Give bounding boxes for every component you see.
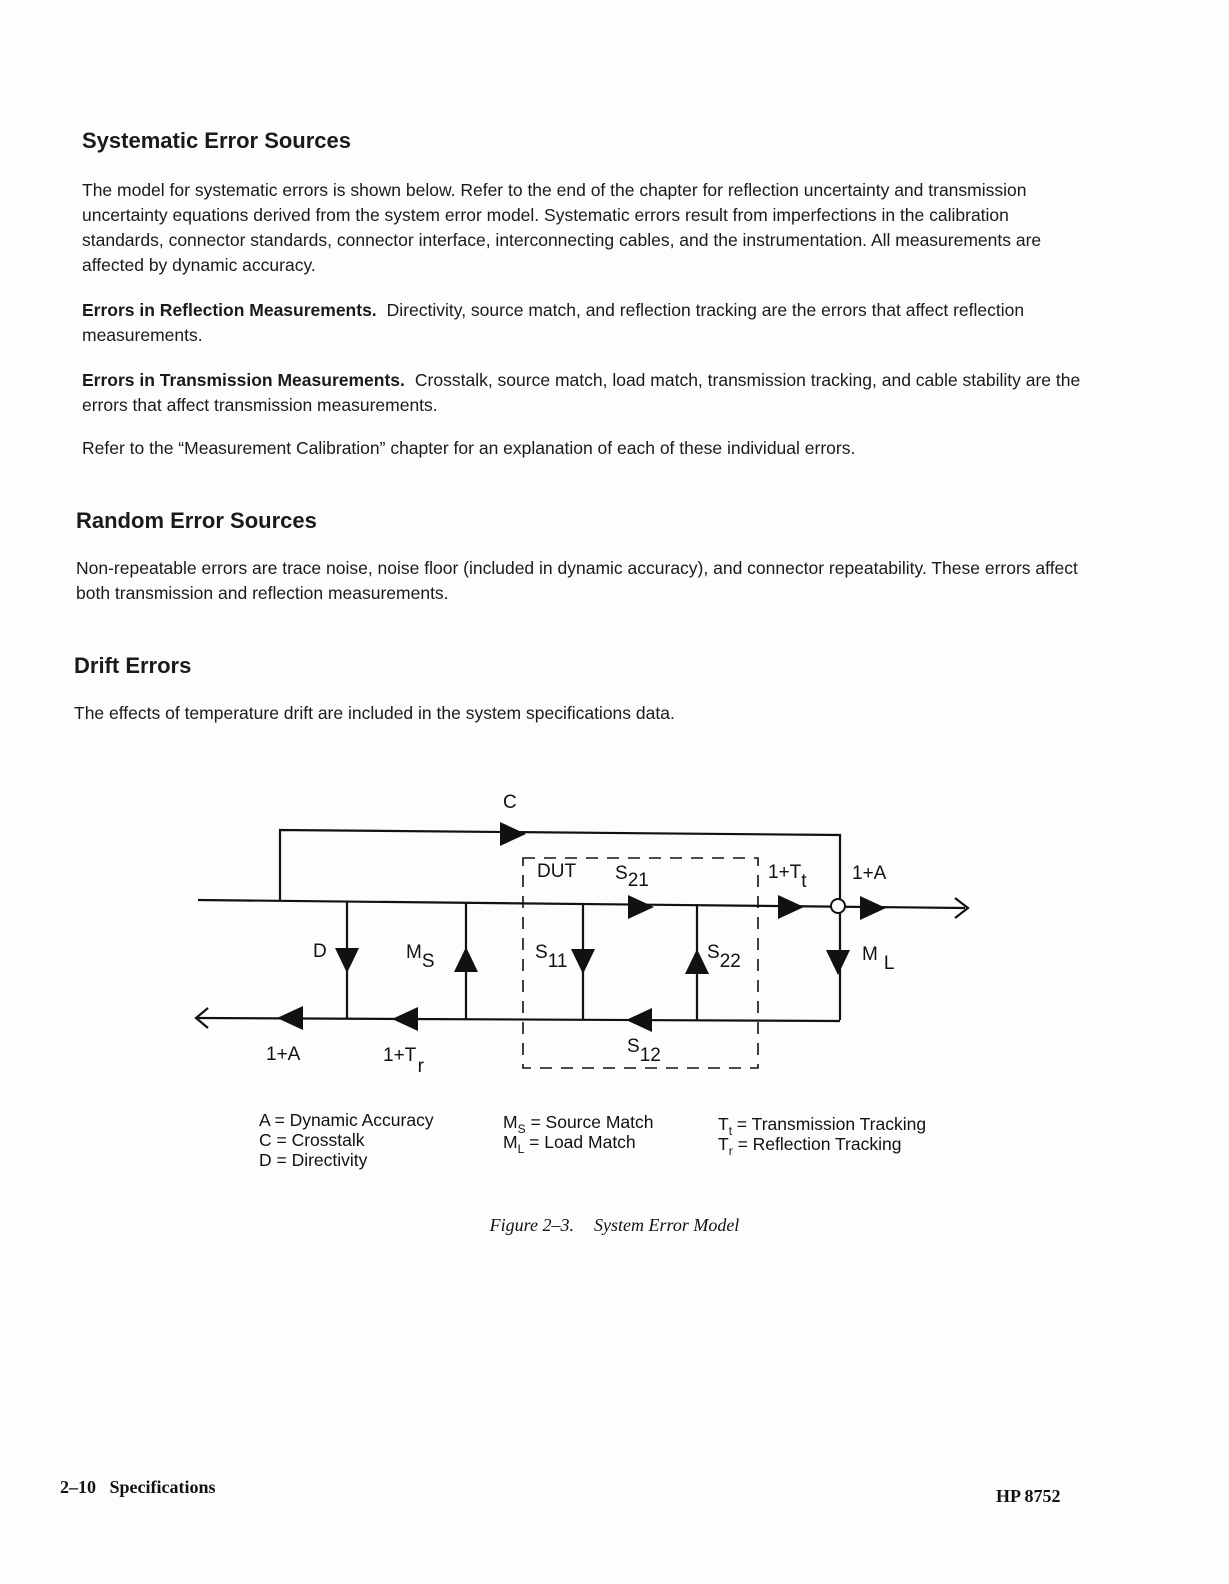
signal-lines <box>196 830 968 1028</box>
legend-tt-main: T <box>718 1114 729 1134</box>
legend-ml-main: M <box>503 1132 518 1152</box>
load-match-arrow <box>826 950 850 975</box>
figure-title: System Error Model <box>594 1215 740 1235</box>
transmission-body: Crosstalk, source match, load match, transmission tracking, and cable stability are the errors that affect transmission measurements. <box>82 370 1081 415</box>
random-body: Non-repeatable errors are trace noise, noise floor (included in dynamic accuracy), and connector repeatability. These errors affect both transmission and reflection measurements. <box>76 558 1078 603</box>
trans-tracking-label <box>768 862 807 892</box>
s12-label-main: S <box>627 1036 640 1057</box>
s22-label-main: S <box>707 942 720 963</box>
figure-number: Figure 2–3. <box>489 1215 574 1235</box>
crosstalk-arrow <box>500 822 526 846</box>
legend-tr-text: = Reflection Tracking <box>732 1134 902 1154</box>
s11-label-main: S <box>535 942 548 963</box>
systematic-body: The model for systematic errors is shown below. Refer to the end of the chapter for reflection uncertainty and transmission uncertainty equations derived from the system error model. Systematic errors result from imperfections in the calibration standards, connector standards, connector interface, interconnecting cables, and the instrumentation. All measurements are affected by dynamic accuracy. <box>82 180 1042 275</box>
load-match-label <box>862 944 894 974</box>
s22-arrow <box>685 949 709 974</box>
directivity-label: D <box>313 941 327 962</box>
refl-tracking-arrow <box>392 1007 418 1031</box>
drift-heading: Drift Errors <box>74 653 192 678</box>
transmission-heading: Errors in Transmission Measurements. <box>82 370 405 390</box>
crosstalk-label: C <box>503 792 517 813</box>
load-match-label-sub: L <box>883 953 895 974</box>
forward-line <box>198 900 965 908</box>
trans-tracking-arrow <box>778 895 804 919</box>
legend <box>259 1110 926 1170</box>
dyn-acc-out-arrow <box>860 896 886 920</box>
legend-a: A = Dynamic Accuracy <box>259 1110 434 1130</box>
reflection-body: Directivity, source match, and reflection tracking are the errors that affect reflection measurements. <box>82 300 1025 345</box>
legend-d: D = Directivity <box>259 1150 368 1170</box>
s12-arrow <box>626 1008 652 1032</box>
legend-ml-sub: L <box>517 1142 525 1156</box>
arrowheads <box>277 822 886 1032</box>
section-systematic <box>82 128 1092 461</box>
systematic-heading: Systematic Error Sources <box>82 128 352 153</box>
source-match-label <box>406 942 435 972</box>
source-match-label-sub: S <box>421 951 435 972</box>
s21-label <box>615 863 649 891</box>
refl-tracking-label-sub: r <box>417 1056 424 1077</box>
source-match-label-main: M <box>406 942 422 963</box>
legend-ms-sub: S <box>517 1122 526 1136</box>
dyn-acc-in-label: 1+A <box>266 1044 301 1065</box>
legend-tr <box>718 1134 901 1158</box>
section-drift <box>74 653 1084 726</box>
s21-arrow <box>628 895 654 919</box>
figure-caption <box>0 1215 1229 1236</box>
section-random <box>76 508 1086 606</box>
s22-label <box>707 942 741 972</box>
s11-label <box>535 942 567 972</box>
output-node <box>831 899 845 913</box>
load-match-label-main: M <box>862 944 878 965</box>
s11-arrow <box>571 949 595 974</box>
legend-tt-text: = Transmission Tracking <box>732 1114 927 1134</box>
reflection-heading: Errors in Reflection Measurements. <box>82 300 377 320</box>
dut-label: DUT <box>537 861 577 882</box>
reflection-paragraph <box>82 298 1092 348</box>
s21-label-sub: 21 <box>627 870 649 891</box>
legend-tr-sub: r <box>728 1144 733 1158</box>
legend-ms-main: M <box>503 1112 518 1132</box>
s12-label <box>627 1036 661 1066</box>
trans-tracking-label-main: 1+T <box>768 862 802 883</box>
s12-label-sub: 12 <box>639 1045 661 1066</box>
dyn-acc-in-arrow <box>277 1006 303 1030</box>
legend-ms-text: = Source Match <box>525 1112 654 1132</box>
legend-ml-text: = Load Match <box>524 1132 636 1152</box>
legend-tt-sub: t <box>728 1124 733 1138</box>
footer-right: HP 8752 <box>996 1486 1061 1506</box>
source-match-arrow <box>454 947 478 972</box>
transmission-paragraph <box>82 368 1092 418</box>
refer-paragraph: Refer to the “Measurement Calibration” chapter for an explanation of each of these individual errors. <box>82 438 856 458</box>
drift-body: The effects of temperature drift are included in the system specifications data. <box>74 703 675 723</box>
s11-label-sub: 11 <box>547 951 568 972</box>
trans-tracking-label-sub: t <box>801 871 807 892</box>
s21-label-main: S <box>615 863 628 884</box>
refl-tracking-label <box>383 1045 425 1077</box>
refl-tracking-label-main: 1+T <box>383 1045 416 1066</box>
legend-tr-main: T <box>718 1134 729 1154</box>
legend-c: C = Crosstalk <box>259 1130 365 1150</box>
footer-left: 2–10 Specifications <box>60 1477 216 1497</box>
s22-label-sub: 22 <box>719 951 741 972</box>
random-heading: Random Error Sources <box>76 508 317 533</box>
dyn-acc-out-label: 1+A <box>852 863 887 884</box>
directivity-arrow <box>335 948 359 973</box>
